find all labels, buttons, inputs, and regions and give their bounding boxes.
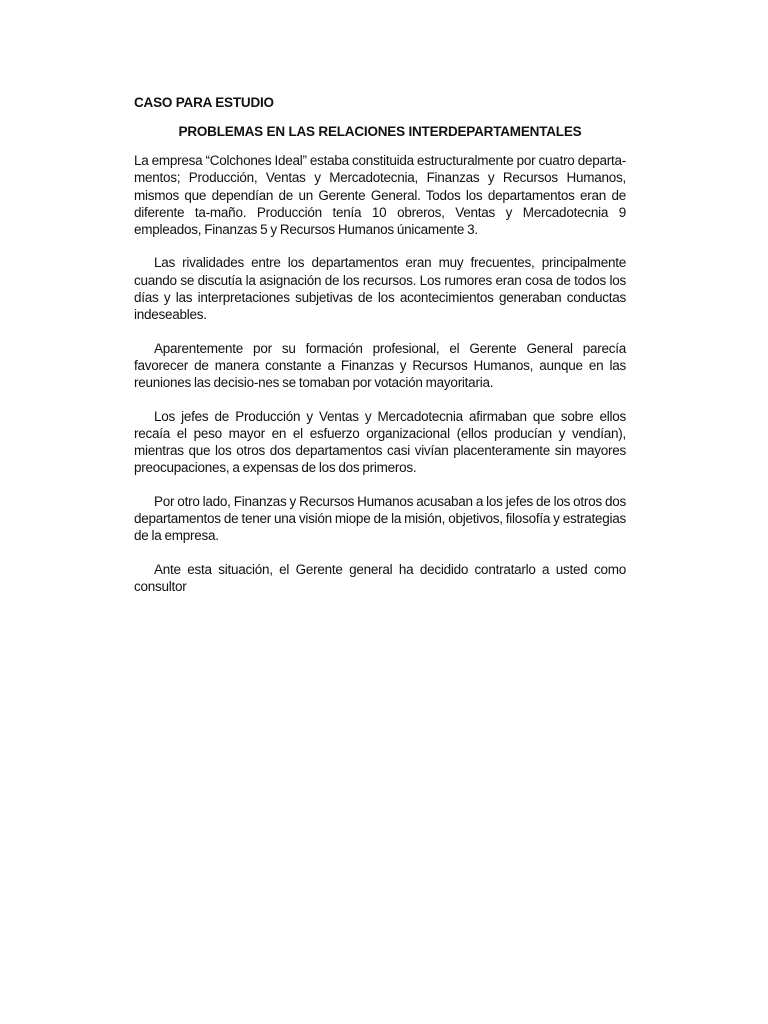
paragraph-3: Aparentemente por su formación profesional, el Gerente General parecía favorecer de manera constante a Finanzas y Recursos Humanos, aunque en las reuniones las decisio-nes se tomaban por votación mayoritaria. — [134, 340, 626, 391]
document-heading: CASO PARA ESTUDIO — [134, 95, 274, 110]
paragraph-5: Por otro lado, Finanzas y Recursos Humanos acusaban a los jefes de los otros dos departamentos de tener una visión miope de la misión, objetivos, filosofía y estrategias de la empresa. — [134, 493, 626, 544]
paragraph-4: Los jefes de Producción y Ventas y Mercadotecnia afirmaban que sobre ellos recaía el peso mayor en el esfuerzo organizacional (ellos producían y vendían), mientras que los otros dos departamentos casi vivían placenteramente sin mayores preocupaciones, a expensas de los dos primeros. — [134, 408, 626, 476]
paragraph-1: La empresa “Colchones Ideal” estaba constituida estructuralmente por cuatro departa-mentos; Producción, Ventas y Mercadotecnia, Finanzas y Recursos Humanos, mismos que dependían de un Gerente General. Todos los departamentos eran de diferente ta-maño. Producción tenía 10 obreros, Ventas y Mercadotecnia 9 empleados, Finanzas 5 y Recursos Humanos únicamente 3. — [134, 153, 626, 238]
paragraph-6: Ante esta situación, el Gerente general ha decidido contratarlo a usted como consultor — [134, 561, 626, 594]
document-title: PROBLEMAS EN LAS RELACIONES INTERDEPARTAMENTALES — [178, 124, 582, 139]
paragraph-2: Las rivalidades entre los departamentos eran muy frecuentes, principalmente cuando se discutía la asignación de los recursos. Los rumores eran cosa de todos los días y las interpretaciones subjetivas de los acontecimientos generaban conductas indeseables. — [134, 255, 626, 323]
document-body — [134, 94, 626, 594]
